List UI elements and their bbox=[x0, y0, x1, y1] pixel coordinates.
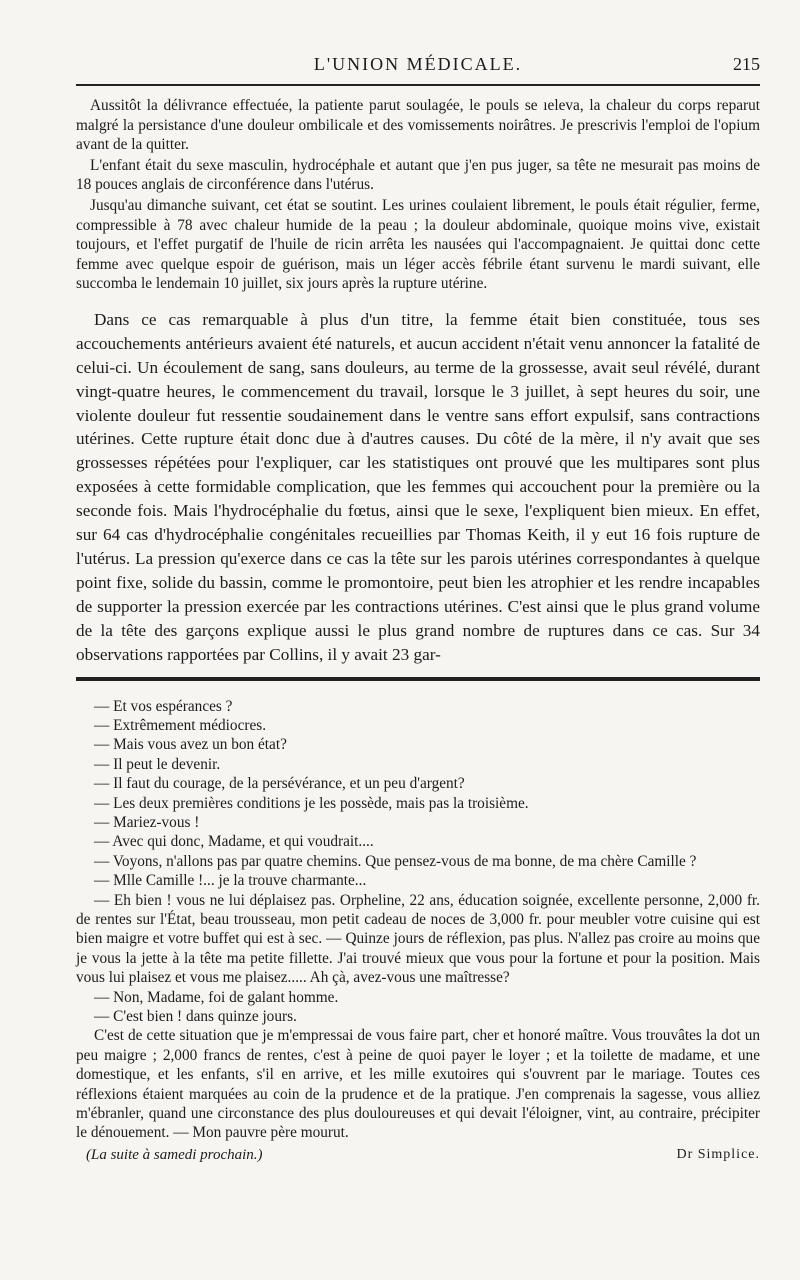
dialogue-line: — Mais vous avez un bon état? bbox=[94, 736, 287, 754]
dialogue-line: — Avec qui donc, Madame, et qui voudrait.... bbox=[94, 833, 374, 851]
case-report bbox=[76, 96, 760, 294]
case-paragraph: Jusqu'au dimanche suivant, cet état se soutint. Les urines coulaient librement, le pouls était régulier, ferme, compressible à 78 avec chaleur humide de la peau ; la douleur abdominale, quoique moins vive, existait toujours, et l'effet purgatif de l'huile de ricin arrêta les nausées qui l'accompagnaient. Je quittai donc cette femme avec quelque espoir de guérison, mais un léger accès fébrile étant survenu le mardi suivant, elle succomba le lendemain 10 juillet, six jours après la rupture utérine. bbox=[76, 196, 760, 293]
page-header bbox=[76, 54, 760, 84]
feuilleton bbox=[76, 697, 760, 1143]
running-title: L'UNION MÉDICALE. bbox=[313, 54, 523, 74]
dialogue-line: — Non, Madame, foi de galant homme. bbox=[94, 988, 339, 1006]
journal-page bbox=[76, 54, 760, 1169]
continuation-note: (La suite à samedi prochain.) bbox=[86, 1146, 263, 1163]
page-number: 215 bbox=[733, 54, 760, 74]
author-signature: Dr Simplice. bbox=[676, 1146, 760, 1162]
commentary bbox=[76, 308, 760, 667]
feuilleton-rule bbox=[76, 677, 760, 681]
dialogue-line: — Extrêmement médiocres. bbox=[94, 716, 267, 734]
dialogue-line: — Mariez-vous ! bbox=[94, 813, 200, 831]
commentary-paragraph: Dans ce cas remarquable à plus d'un titre, la femme était bien constituée, tous ses accouchements antérieurs avaient été naturels, et aucun accident n'était venu annoncer la fatalité de celui-ci. Un écoulement de sang, sans douleurs, au terme de la grossesse, avait seul révélé, durant vingt-quatre heures, le commencement du travail, lorsque le 3 juillet, à sept heures du soir, une violente douleur fut ressentie soudainement dans le ventre sans effort expulsif, sans contractions utérines. Cette rupture était donc due à d'autres causes. Du côté de la mère, il n'y avait que ses grossesses répétées pour l'expliquer, car les statistiques ont prouvé que les multipares sont plus exposées à cette formidable complication, que les femmes qui accouchent pour la première ou la seconde fois. Mais l'hydrocéphalie du fœtus, ainsi que le sexe, l'expliquent bien mieux. En effet, sur 64 cas d'hydrocéphalie congénitales recueillies par Thomas Keith, il y eut 16 fois rupture de l'utérus. La pression qu'exerce dans ce cas la tête sur les parois utérines correspondantes à quelque point fixe, solide du bassin, comme le promontoire, peut bien les atrophier et les rendre incapables de supporter la pression exercée par les contractions utérines. C'est ainsi que le plus grand volume de la tête des garçons explique aussi le plus grand nombre de ruptures dans ce cas. Sur 34 observations rapportées par Collins, il y avait 23 gar- bbox=[76, 309, 760, 664]
dialogue-line: — Voyons, n'allons pas par quatre chemins. Que pensez-vous de ma bonne, de ma chère Camille ? bbox=[94, 852, 697, 870]
dialogue-line: — Mlle Camille !... je la trouve charmante... bbox=[94, 872, 367, 890]
case-paragraph: Aussitôt la délivrance effectuée, la patiente parut soulagée, le pouls se ıeleva, la chaleur du corps reparut malgré la persistance d'une douleur ombilicale et des vomissements noirâtres. Je prescrivis l'emploi de l'opium avant de la quitter. bbox=[76, 97, 760, 154]
case-paragraph: L'enfant était du sexe masculin, hydrocéphale et autant que j'en pus juger, sa tête ne mesurait pas moins de 18 pouces anglais de circonférence dans l'utérus. bbox=[76, 156, 760, 194]
header-rule bbox=[76, 84, 760, 86]
feuilleton-footer bbox=[76, 1147, 760, 1169]
dialogue-line: — Et vos espérances ? bbox=[94, 697, 233, 715]
dialogue-line: — Les deux premières conditions je les possède, mais pas la troisième. bbox=[94, 794, 529, 812]
dialogue-line: — Il peut le devenir. bbox=[94, 755, 221, 773]
dialogue-line: — Eh bien ! vous ne lui déplaisez pas. Orpheline, 22 ans, éducation soignée, excellente personne, 2,000 fr. de rentes sur l'État, beau trousseau, mon petit cadeau de noces de 3,000 fr. pour meubler votre cuisine qui est bien maigre et votre buffet qui est à sec. — Quinze jours de réflexion, pas plus. N'allez pas croire au moins que je vous la jette à la tête ma petite fillette. J'ai trouvé mieux que vous pour la fortune et pour la position. Mais vous lui plaisez et vous me plaisez..... Ah çà, avez-vous une maîtresse? bbox=[76, 891, 760, 987]
dialogue-line: — Il faut du courage, de la persévérance, et un peu d'argent? bbox=[94, 775, 465, 793]
closing-paragraph: C'est de cette situation que je m'empressai de vous faire part, cher et honoré maître. Vous trouvâtes la dot un peu maigre ; 2,000 francs de rentes, c'est à peine de quoi payer le loyer ; et la toilette de madame, et une domestique, et les enfants, s'il en arrive, et les mille exutoires qui s'ouvrent par le mariage. Toutes ces réflexions étaient marquées au coin de la prudence et de la pratique. J'en comprenais la sagesse, vous alliez m'ébranler, quand une circonstance des plus douloureuses et qui devait l'éloigner, vint, au contraire, précipiter le dénouement. — Mon pauvre père mourut. bbox=[76, 1027, 760, 1142]
dialogue-line: — C'est bien ! dans quinze jours. bbox=[94, 1008, 297, 1026]
